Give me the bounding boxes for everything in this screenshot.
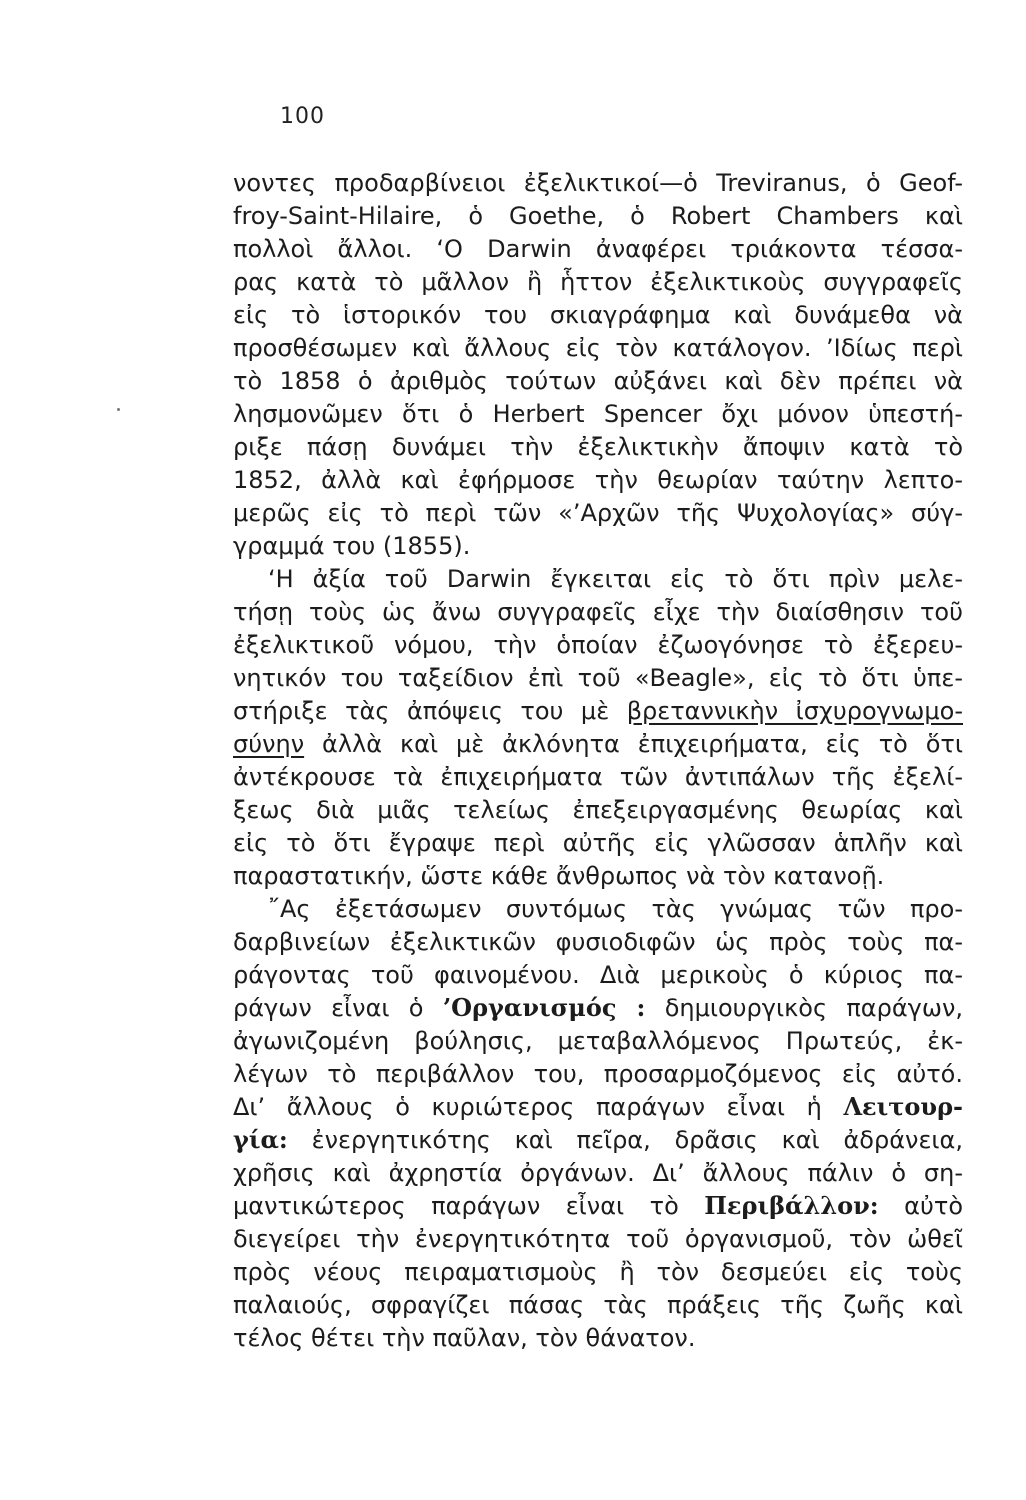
text-line: νοντες προδαρβίνειοι ἐξελικτικοί—ὁ Treviranus, ὁ Geof-: [233, 169, 963, 197]
bold-term: Περιβάλλον:: [704, 1191, 879, 1220]
text-segment: στήριξε τὰς ἀπόψεις του μὲ: [233, 697, 610, 725]
text-line: ἀγωνιζομένη βούλησις, μεταβαλλόμενος Πρωτεύς, ἐκ-: [233, 1027, 963, 1055]
bold-term: γία:: [233, 1125, 288, 1154]
text-line: παλαιούς, σφραγίζει πάσας τὰς πράξεις τῆς ζωῆς καὶ: [233, 1291, 963, 1319]
page-number: 100: [280, 104, 325, 129]
text-line: ρας κατὰ τὸ μᾶλλον ἢ ἧττον ἐξελικτικοὺς συγγραφεῖς: [233, 268, 963, 296]
margin-speck: [117, 408, 120, 411]
text-line: τὸ 1858 ὁ ἀριθμὸς τούτων αὐξάνει καὶ δὲν πρέπει νὰ: [233, 367, 963, 395]
text-line: ‘Η ἀξία τοῦ Darwin ἔγκειται εἰς τὸ ὅτι πρὶν μελε-: [268, 565, 963, 593]
bold-term: ’Οργανισμός :: [442, 993, 646, 1022]
text-line: ράγοντας τοῦ φαινομένου. Διὰ μερικοὺς ὁ κύριος πα-: [233, 961, 963, 989]
underlined-phrase: σύνην: [233, 730, 305, 758]
text-line: ἀντέκρουσε τὰ ἐπιχειρήματα τῶν ἀντιπάλων τῆς ἐξελί-: [233, 763, 963, 791]
text-segment: ράγων εἶναι ὁ: [233, 994, 424, 1022]
text-line: λέγων τὸ περιβάλλον του, προσαρμοζόμενος εἰς αὐτό.: [233, 1060, 963, 1088]
text-line: τήσῃ τοὺς ὡς ἄνω συγγραφεῖς εἶχε τὴν διαίσθησιν τοῦ: [233, 598, 963, 626]
text-line: [233, 1190, 963, 1222]
text-segment: δημιουργικὸς παράγων,: [664, 994, 963, 1022]
text-line: πρὸς νέους πειραματισμοὺς ἢ τὸν δεσμεύει εἰς τοὺς: [233, 1258, 963, 1286]
text-segment: μαντικώτερος παράγων εἶναι τὸ: [233, 1192, 679, 1220]
text-segment: αὐτὸ: [904, 1192, 963, 1220]
text-line: δαρβινείων ἐξελικτικῶν φυσιοδιφῶν ὡς πρὸς τοὺς πα-: [233, 928, 963, 956]
text-line: [233, 992, 963, 1024]
text-line: ριξε πάσῃ δυνάμει τὴν ἐξελικτικὴν ἄποψιν κατὰ τὸ: [233, 433, 963, 461]
text-line: ξεως διὰ μιᾶς τελείως ἐπεξειργασμένης θεωρίας καὶ: [233, 796, 963, 824]
underlined-phrase: βρεταννικὴν ἰσχυρογνωμο-: [626, 697, 963, 725]
text-line: τέλος θέτει τὴν παῦλαν, τὸν θάνατον.: [233, 1324, 696, 1352]
text-line: [233, 1124, 963, 1156]
text-line: ῎Ας ἐξετάσωμεν συντόμως τὰς γνώμας τῶν προ-: [268, 895, 963, 923]
text-line: γραμμά του (1855).: [233, 532, 471, 560]
text-segment: ἐνεργητικότης καὶ πεῖρα, δρᾶσις καὶ ἀδράνεια,: [311, 1126, 963, 1154]
text-line: μερῶς εἰς τὸ περὶ τῶν «’Αρχῶν τῆς Ψυχολογίας» σύγ-: [233, 499, 963, 527]
text-line: 1852, ἀλλὰ καὶ ἐφήρμοσε τὴν θεωρίαν ταύτην λεπτο-: [233, 466, 963, 494]
text-line: [233, 695, 963, 727]
text-line: προσθέσωμεν καὶ ἄλλους εἰς τὸν κατάλογον. ’Ιδίως περὶ: [233, 334, 963, 362]
text-line: πολλοὶ ἄλλοι. ‘Ο Darwin ἀναφέρει τριάκοντα τέσσα-: [233, 235, 963, 263]
text-line: εἰς τὸ ὅτι ἔγραψε περὶ αὐτῆς εἰς γλῶσσαν ἁπλῆν καὶ: [233, 829, 963, 857]
text-line: λησμονῶμεν ὅτι ὁ Herbert Spencer ὄχι μόνον ὑπεστή-: [233, 400, 963, 428]
text-line: χρῆσις καὶ ἀχρηστία ὀργάνων. Δι’ ἄλλους πάλιν ὁ ση-: [233, 1159, 963, 1187]
text-segment: ἀλλὰ καὶ μὲ ἀκλόνητα ἐπιχειρήματα, εἰς τὸ ὅτι: [322, 730, 963, 758]
text-line: [233, 728, 963, 760]
bold-term: Λειτουρ-: [843, 1092, 963, 1121]
text-line: [233, 1091, 963, 1123]
text-line: ἐξελικτικοῦ νόμου, τὴν ὁποίαν ἐζωογόνησε τὸ ἐξερευ-: [233, 631, 963, 659]
text-line: εἰς τὸ ἱστορικόν του σκιαγράφημα καὶ δυνάμεθα νὰ: [233, 301, 963, 329]
text-line: νητικόν του ταξείδιον ἐπὶ τοῦ «Beagle», εἰς τὸ ὅτι ὑπε-: [233, 664, 963, 692]
text-line: παραστατικήν, ὥστε κάθε ἄνθρωπος νὰ τὸν κατανοῇ.: [233, 862, 885, 890]
text-line: διεγείρει τὴν ἐνεργητικότητα τοῦ ὀργανισμοῦ, τὸν ὠθεῖ: [233, 1225, 963, 1253]
text-segment: Δι’ ἄλλους ὁ κυριώτερος παράγων εἶναι ἡ: [233, 1093, 822, 1121]
text-line: froy-Saint-Hilaire, ὁ Goethe, ὁ Robert Chambers καὶ: [233, 202, 963, 230]
